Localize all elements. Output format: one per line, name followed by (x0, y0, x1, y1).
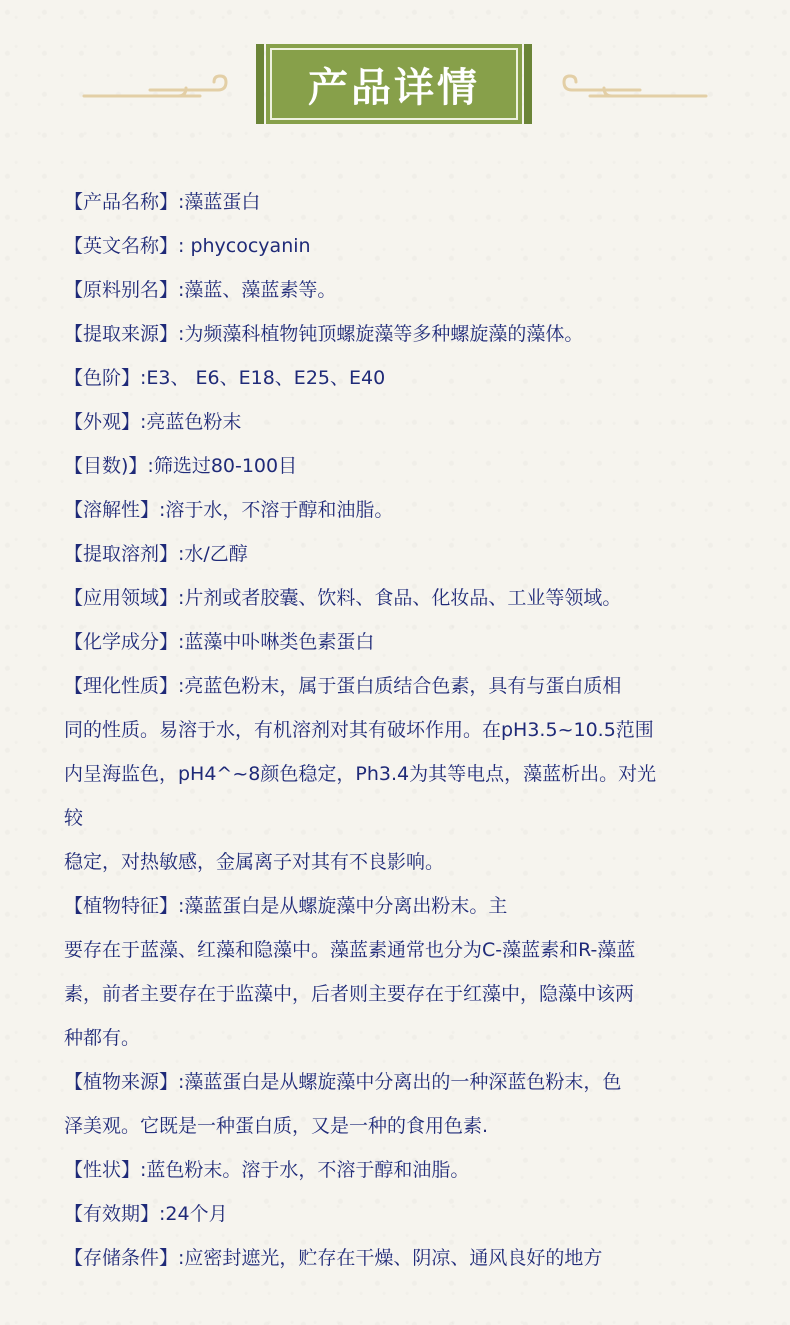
detail-line: 种都有。 (64, 1027, 141, 1049)
detail-line: 【目数)】:筛选过80-100目 (64, 455, 298, 477)
detail-line: 内呈海监色，pH4^~8颜色稳定，Ph3.4为其等电点，藻蓝析出。对光 (64, 763, 657, 785)
detail-line: 【化学成分】:蓝藻中卟啉类色素蛋白 (64, 631, 375, 653)
detail-line: 【提取溶剂】:水/乙醇 (64, 543, 248, 565)
title-banner (266, 44, 522, 124)
detail-line: 要存在于蓝藻、红藻和隐藻中。藻蓝素通常也分为C-藻蓝素和R-藻蓝 (64, 939, 636, 961)
banner-right-edge (524, 44, 532, 124)
detail-line: 同的性质。易溶于水，有机溶剂对其有破坏作用。在pH3.5~10.5范围 (64, 719, 654, 741)
detail-line: 【外观】:亮蓝色粉末 (64, 411, 242, 433)
detail-line: 【理化性质】:亮蓝色粉末，属于蛋白质结合色素，具有与蛋白质相 (64, 675, 622, 697)
detail-line: 稳定，对热敏感，金属离子对其有不良影响。 (64, 851, 445, 873)
detail-line: 【植物来源】:藻蓝蛋白是从螺旋藻中分离出的一种深蓝色粉末，色 (64, 1071, 622, 1093)
detail-line: 【应用领域】:片剂或者胶囊、饮料、食品、化妆品、工业等领域。 (64, 587, 622, 609)
detail-line: 【有效期】:24个月 (64, 1203, 228, 1225)
detail-line: 【植物特征】:藻蓝蛋白是从螺旋藻中分离出粉末。主 (64, 895, 508, 917)
detail-line: 泽美观。它既是一种蛋白质，又是一种的食用色素. (64, 1115, 489, 1137)
detail-line: 【提取来源】:为频藻科植物钝顶螺旋藻等多种螺旋藻的藻体。 (64, 323, 584, 345)
detail-line: 【英文名称】: phycocyanin (64, 235, 311, 257)
detail-line: 素，前者主要存在于监藻中，后者则主要存在于红藻中，隐藻中该两 (64, 983, 635, 1005)
section-header (0, 40, 790, 130)
detail-line: 【性状】:蓝色粉末。溶于水，不溶于醇和油脂。 (64, 1159, 470, 1181)
right-cloud-ornament-icon (560, 66, 710, 106)
product-details (64, 180, 734, 1280)
detail-line: 【色阶】:E3、 E6、E18、E25、E40 (64, 367, 386, 389)
detail-line: 【原料别名】:藻蓝、藻蓝素等。 (64, 279, 337, 301)
detail-line: 【溶解性】:溶于水，不溶于醇和油脂。 (64, 499, 394, 521)
banner-left-edge (256, 44, 264, 124)
detail-line: 【产品名称】:藻蓝蛋白 (64, 191, 261, 213)
page-title: 产品详情 (308, 64, 480, 111)
detail-line: 【存储条件】:应密封遮光，贮存在干燥、阴凉、通风良好的地方 (64, 1247, 603, 1269)
detail-line: 较 (64, 807, 84, 829)
left-cloud-ornament-icon (80, 66, 230, 106)
